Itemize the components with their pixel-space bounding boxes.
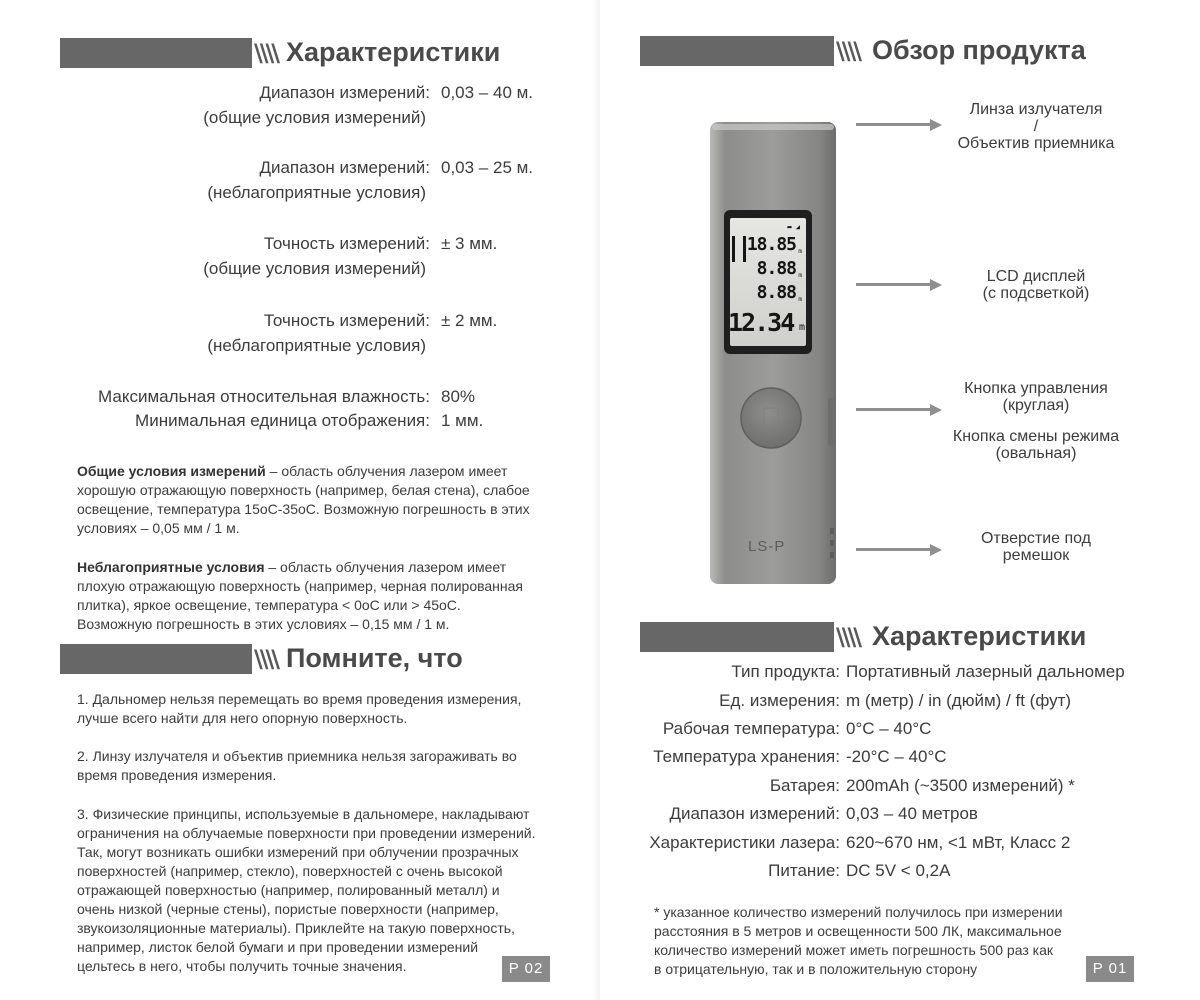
lcd-main-unit: m (798, 322, 805, 333)
remember-text: время проведения измерения. (77, 767, 277, 783)
note-text: плитка), яркое освещение, температура < 0оС или > 45оС. (77, 597, 461, 613)
callout-text: Кнопка управления (964, 380, 1108, 397)
lcd-mode-icon (732, 236, 746, 262)
spec-value: 0,03 – 40 метров (846, 804, 978, 823)
spec-label: Точность измерений: (263, 311, 430, 330)
remember-item-2 (77, 747, 577, 785)
spec-label: Максимальная относительная влажность: (98, 387, 430, 406)
remember-text: цельтесь в него, чтобы получить точные значения. (77, 958, 407, 974)
callout-text: Отверстие под (980, 530, 1092, 547)
note-text: освещение, температура 15оС-35оС. Возможную погрешность в этих (77, 501, 530, 517)
lcd-row-2: 8.88 (756, 258, 796, 279)
lcd-main-reading: 12.34 (728, 308, 794, 337)
header-slashes: \\\\ (836, 623, 860, 651)
callout-text: (круглая) (1002, 397, 1070, 414)
spec-label: Батарея: (769, 776, 840, 795)
remember-item-3 (77, 805, 577, 976)
note-general-conditions (77, 462, 567, 538)
spec-label: Ед. измерения: (719, 691, 840, 710)
note-bold-term: Неблагоприятные условия (77, 559, 265, 575)
footnote (654, 903, 1114, 979)
section-header-characteristics (60, 38, 540, 68)
callout-strap-hole (936, 530, 1136, 564)
lcd-readout (730, 220, 806, 348)
remember-text: отражающей поверхностью (например, полированный металл) и (77, 882, 500, 898)
lcd-row-3: 8.88 (756, 282, 796, 303)
remember-text: звукоизоляционные материалы). Приклейте на такую поверхность, (77, 920, 515, 936)
callout-arrow-line (856, 548, 930, 551)
note-text: условиях – 0,05 мм / 1 м. (77, 520, 240, 536)
remember-text: 2. Линзу излучателя и объектив приемника нельзя загораживать во (77, 748, 517, 764)
note-text: хорошую отражающую поверхность (например, белая стена), слабое (77, 482, 530, 498)
remember-text: очень низкой (черные стены), пористые поверхности (например, (77, 901, 499, 917)
callout-text: LCD дисплей (986, 268, 1086, 285)
lcd-row-1: 18.85 (746, 234, 796, 255)
section-title: Помните, что (286, 643, 463, 673)
spec-value: ± 3 мм. (441, 234, 498, 253)
header-bar (60, 38, 252, 68)
spec-label: Минимальная единица отображения: (135, 411, 430, 430)
header-slashes: \\\\ (836, 37, 860, 65)
remember-text: поверхностей (например, стекло), поверхностей с очень высокой (77, 863, 503, 879)
mode-button-side (828, 398, 836, 446)
spec-value: 0°C – 40°C (846, 719, 932, 738)
callout-arrow-line (856, 123, 930, 126)
spec-value: Портативный лазерный дальномер (846, 662, 1125, 681)
header-bar (640, 36, 834, 66)
callout-text: Кнопка смены режима (952, 428, 1120, 445)
callout-emitter-lens (936, 101, 1136, 152)
header-slashes: \\\\ (254, 645, 278, 673)
remember-text: 1. Дальномер нельзя перемещать во время проведения измерения, (77, 691, 522, 707)
spec-value: DC 5V < 0,2A (846, 861, 951, 880)
spec-sub: (неблагоприятные условия) (207, 183, 426, 202)
spec-value: 620~670 нм, <1 мВт, Класс 2 (846, 833, 1071, 852)
section-header-characteristics-right (640, 622, 1140, 652)
rangefinder-device (700, 118, 850, 588)
section-header-remember (60, 644, 540, 674)
callout-text: / (1033, 118, 1039, 135)
spec-value: 0,03 – 40 м. (441, 83, 534, 102)
spec-value: m (метр) / in (дюйм) / ft (фут) (846, 691, 1072, 710)
right-page (600, 0, 1200, 1000)
remember-text: например, листок белой бумаги и при проведении измерений (77, 939, 479, 955)
spec-sub: (общие условия измерений) (203, 108, 426, 127)
header-slashes: \\\\ (254, 39, 278, 67)
spec-label: Диапазон измерений: (259, 83, 430, 102)
section-header-product-overview (640, 36, 1140, 66)
note-bold-term: Общие условия измерений (77, 463, 266, 479)
note-text: – область облучения лазером имеет (265, 463, 508, 479)
remember-text: Так, могут возникать ошибки измерений при облучении прозрачных (77, 844, 519, 860)
callout-text: (овальная) (995, 445, 1077, 462)
spec-label: Диапазон измерений: (669, 804, 840, 823)
note-text: – область облучения лазером имеет (264, 559, 507, 575)
spec-value: ± 2 мм. (441, 311, 498, 330)
callout-mode-button (936, 428, 1136, 462)
note-text: Возможную погрешность в этих условиях – 0,15 мм / 1 м. (77, 616, 450, 632)
spec-label: Характеристики лазера: (649, 833, 840, 852)
spec-label: Диапазон измерений: (259, 158, 430, 177)
callout-control-button (936, 380, 1136, 414)
callout-text: ремешок (1002, 547, 1070, 564)
spec-value: 1 мм. (441, 411, 484, 430)
footnote-text: в отрицательную, так и в положительную сторону (654, 961, 978, 977)
lcd-row-1-unit: m (798, 248, 802, 255)
footnote-text: * указанное количество измерений получилось при измерении (654, 904, 1063, 920)
callout-text: Объектив приемника (957, 135, 1115, 152)
callout-arrow-line (856, 408, 930, 411)
remember-item-1 (77, 690, 577, 728)
remember-text: 3. Физические принципы, используемые в дальномере, накладывают (77, 806, 530, 822)
spec-label: Температура хранения: (653, 747, 840, 766)
page-number-badge: P 01 (1086, 956, 1134, 982)
header-bar (60, 644, 252, 674)
spec-value: 200mAh (~3500 измерений) * (846, 776, 1075, 795)
footnote-text: расстояния в 5 метров и освещенности 500 ЛК, максимальное (654, 923, 1062, 939)
lcd-row-2-unit: m (798, 272, 802, 279)
header-bar (640, 622, 834, 652)
spec-label: Точность измерений: (263, 234, 430, 253)
device-model-label: LS-P (748, 538, 786, 555)
spec-label: Питание: (768, 861, 840, 880)
spec-label: Тип продукта: (731, 662, 840, 681)
spec-sub: (неблагоприятные условия) (207, 336, 426, 355)
spec-value: 80% (441, 387, 476, 406)
section-title: Обзор продукта (872, 35, 1086, 65)
lcd-status-icons: ▬ ◢ (787, 223, 800, 231)
note-adverse-conditions (77, 558, 567, 634)
callout-text: (с подсветкой) (982, 285, 1090, 302)
callout-lcd-display (936, 268, 1136, 302)
spec-value: -20°C – 40°C (846, 747, 947, 766)
section-title: Характеристики (286, 37, 501, 67)
spec-sub: (общие условия измерений) (203, 259, 426, 278)
page-number-badge: P 02 (502, 956, 550, 982)
remember-text: ограничения на облучаемые поверхности при проведении измерений. (77, 825, 536, 841)
spec-label: Рабочая температура: (662, 719, 840, 738)
lcd-row-3-unit: m (798, 296, 802, 303)
remember-text: лучше всего найти для него опорную поверхность. (77, 710, 408, 726)
section-title: Характеристики (872, 621, 1087, 651)
note-text: плохую отражающую поверхность (например, черная полированная (77, 578, 523, 594)
callout-arrow-line (856, 283, 930, 286)
footnote-text: количество измерений может иметь погрешность 500 раз как (654, 942, 1053, 958)
callout-text: Линза излучателя (969, 101, 1103, 118)
spec-value: 0,03 – 25 м. (441, 158, 534, 177)
